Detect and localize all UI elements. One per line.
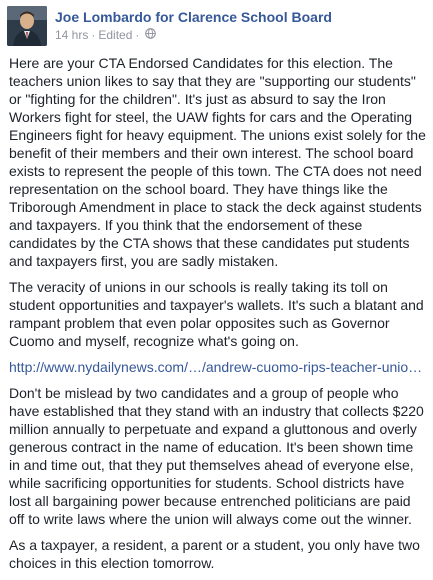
post-paragraph: Here are your CTA Endorsed Candidates for this election. The teachers union likes to say that they are "supporting our students" or "fighting for the children". It's just as absurd to say the Iron Workers fight for steel, the UAW fights for cars and the Operating Engineers fight for heavy equipment. The unions exist solely for the benefit of their members and their own interest. The school board exists to represent the people of this town. The CTA does not need representation on the school board. They have things like the Triborough Amendment in place to stack the deck against students and taxpayers. If you think that the endorsement of these candidates by the CTA shows that these candidates put students and taxpayers first, you are sadly mistaken. [9,55,426,269]
post-meta [55,6,332,46]
avatar[interactable] [7,6,47,46]
separator-2: · [135,28,140,42]
post-paragraph: The veracity of unions in our schools is really taking its toll on student opportunities and taxpayer's wallets. It's such a blatant and rampant problem that even polar opposites such as Governor Cuomo and myself, recognize what's going on. [9,279,424,349]
edited-label[interactable]: Edited [98,28,133,42]
author-name[interactable]: Joe Lombardo for Clarence School Board [55,9,332,25]
post-subline [55,27,332,43]
post-link-paragraph [9,358,427,376]
post-paragraph: Don't be mislead by two candidates and a group of people who have established that they stand with an industry that collects $220 million annually to perpetuate and expand a gluttonous and overly generous contract in the name of education. It's been shown time in and time out, that they put themselves ahead of everyone else, while sacrificing opportunities for students. School districts have lost all bargaining power because entrenched politicians are paid off to write laws where the union will always come out the winner. [9,385,424,527]
post-header [7,6,332,46]
post-paragraph: As a taxpayer, a resident, a parent or a student, you only have two choices in this election tomorrow. [9,537,420,571]
article-link[interactable]: http://www.nydailynews.com/…/andrew-cuomo-rips-teacher-unio… [9,359,423,375]
post-body [9,54,427,580]
post-timestamp[interactable]: 14 hrs [55,28,89,42]
globe-icon[interactable] [145,27,156,43]
separator: · [91,28,96,42]
